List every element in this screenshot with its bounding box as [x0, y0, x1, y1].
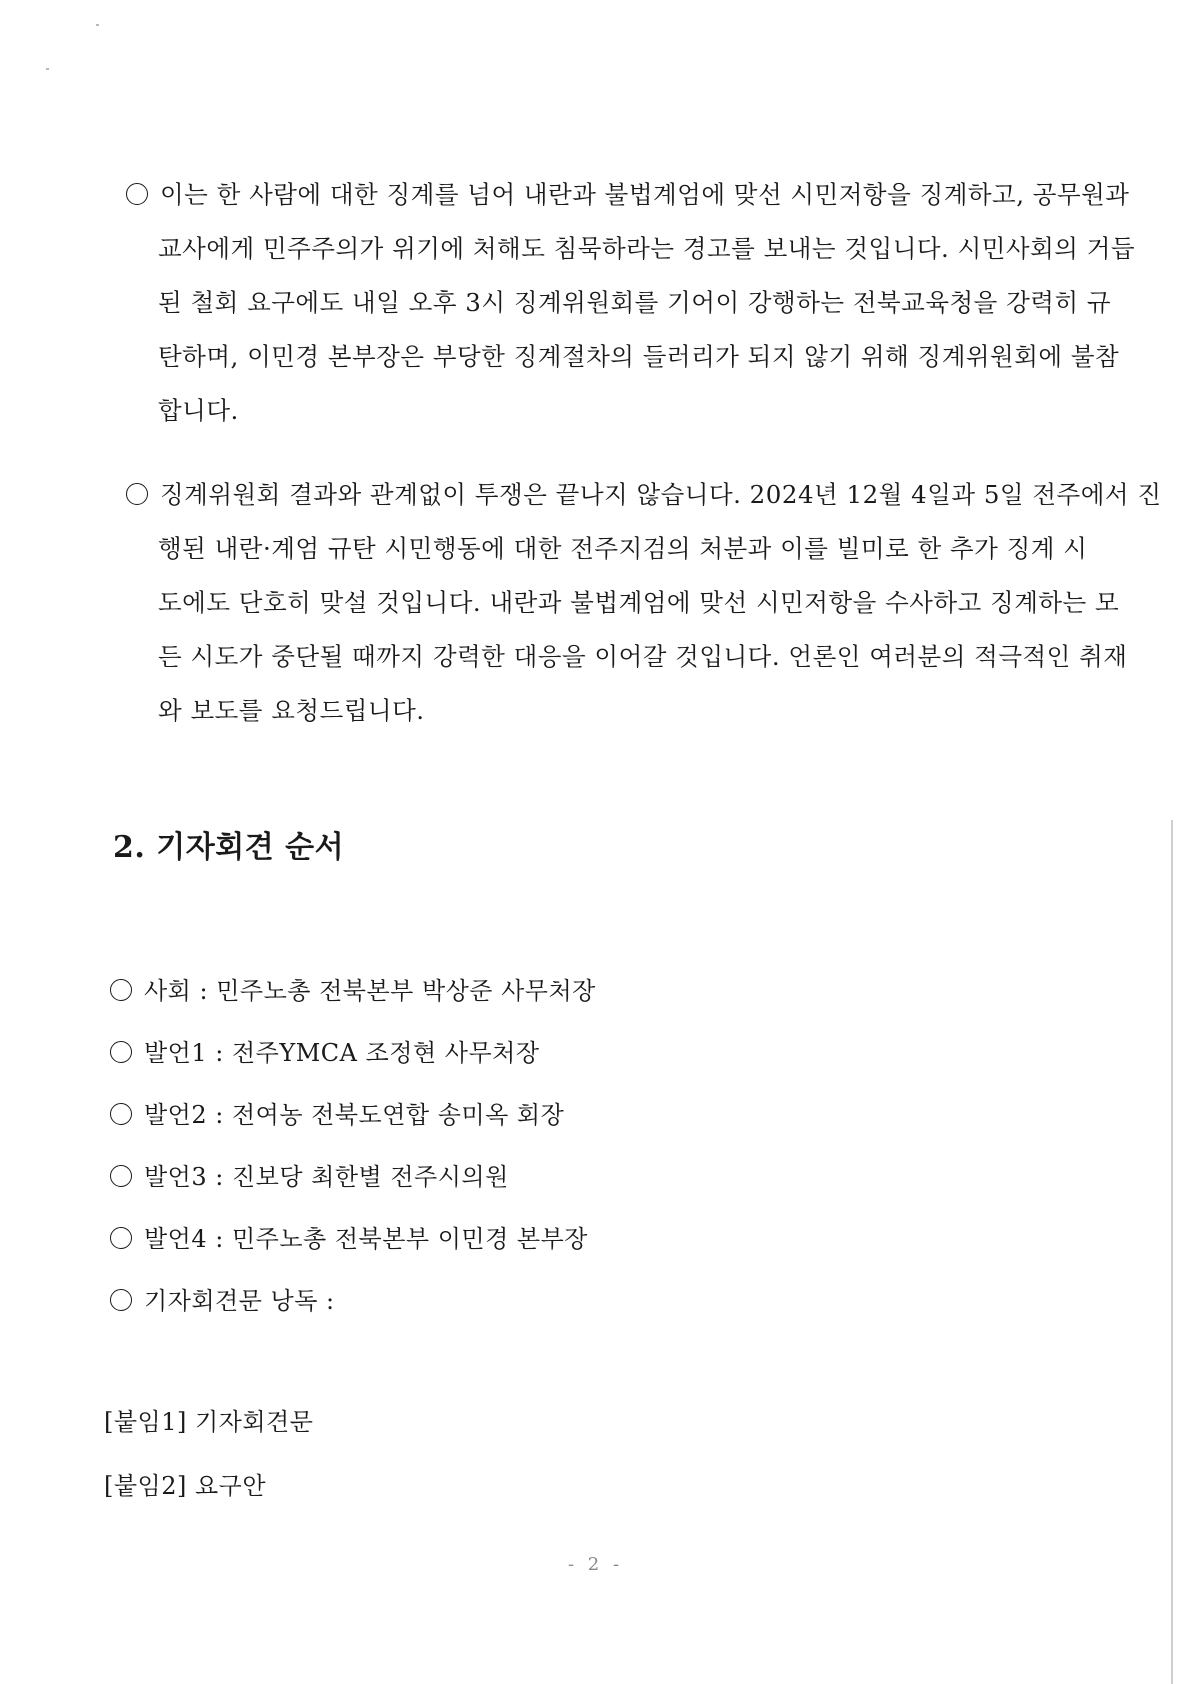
scan-speck: [46, 68, 49, 70]
paragraph-line: 합니다.: [158, 396, 239, 425]
paragraph-1: [126, 168, 1136, 438]
circle-bullet-icon: [110, 1289, 132, 1311]
order-item: 발언3 : 진보당 최한별 전주시의원: [110, 1146, 596, 1208]
paragraph-line: 도에도 단호히 맞설 것입니다. 내란과 불법계엄에 맞선 시민저항을 수사하고 징계하는 모: [158, 588, 1120, 617]
circle-bullet-icon: [126, 183, 148, 205]
paragraph-line: 이는 한 사람에 대한 징계를 넘어 내란과 불법계엄에 맞선 시민저항을 징계하고, 공무원과: [126, 168, 1081, 222]
order-item: 사회 : 민주노총 전북본부 박상준 사무처장: [110, 960, 596, 1022]
page-number: - 2 -: [567, 1554, 624, 1575]
circle-bullet-icon: [110, 1041, 132, 1063]
circle-bullet-icon: [110, 979, 132, 1001]
circle-bullet-icon: [110, 1165, 132, 1187]
order-item: 발언2 : 전여농 전북도연합 송미옥 회장: [110, 1084, 596, 1146]
circle-bullet-icon: [110, 1227, 132, 1249]
circle-bullet-icon: [110, 1103, 132, 1125]
attachment-item: [붙임2] 요구안: [104, 1472, 267, 1500]
order-item: 기자회견문 낭독 :: [110, 1270, 596, 1332]
order-item: 발언4 : 민주노총 전북본부 이민경 본부장: [110, 1208, 596, 1270]
press-conference-order-list: [110, 960, 596, 1332]
paragraph-line: 행된 내란·계엄 규탄 시민행동에 대한 전주지검의 처분과 이를 빌미로 한 추가 징계 시: [158, 534, 1088, 563]
paragraph-line: 와 보도를 요청드립니다.: [158, 696, 425, 725]
paragraph-2: [126, 468, 1162, 738]
section-title: 2. 기자회견 순서: [113, 830, 345, 865]
paragraph-line: 된 철회 요구에도 내일 오후 3시 징계위원회를 기어이 강행하는 전북교육청을 강력히 규: [158, 288, 1112, 317]
paragraph-line: 징계위원회 결과와 관계없이 투쟁은 끝나지 않습니다. 2024년 12월 4일과 5일 전주에서 진: [126, 468, 1081, 522]
order-item: 발언1 : 전주YMCA 조정현 사무처장: [110, 1022, 596, 1084]
scan-speck: [96, 24, 99, 26]
paragraph-line: 교사에게 민주주의가 위기에 처해도 침묵하라는 경고를 보내는 것입니다. 시민사회의 거듭: [158, 234, 1136, 263]
attachment-item: [붙임1] 기자회견문: [104, 1408, 314, 1436]
paragraph-line: 든 시도가 중단될 때까지 강력한 대응을 이어갈 것입니다. 언론인 여러분의 적극적인 취재: [158, 642, 1128, 671]
paragraph-line: 탄하며, 이민경 본부장은 부당한 징계절차의 들러리가 되지 않기 위해 징계위원회에 불참: [158, 342, 1120, 371]
circle-bullet-icon: [126, 483, 148, 505]
attachment-list: [104, 1390, 313, 1518]
